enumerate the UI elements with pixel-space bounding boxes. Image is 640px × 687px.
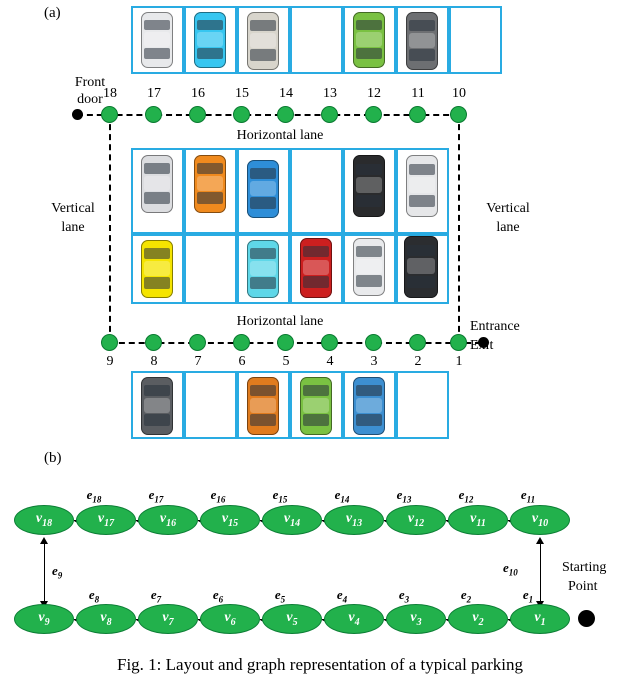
car	[300, 238, 332, 298]
node-4[interactable]	[321, 334, 338, 351]
node-label-7: 7	[194, 354, 202, 369]
node-label-10: 10	[452, 86, 466, 101]
edge-label-e14: $e_{14}$	[334, 487, 350, 505]
graph-node-v1[interactable]	[510, 604, 570, 634]
horizontal-lane-top-label: Horizontal lane	[236, 128, 324, 143]
car	[141, 155, 173, 213]
edge-label-e9: $e_9$	[52, 563, 63, 581]
node-label-18: 18	[103, 86, 117, 101]
horizontal-lane-top-line	[77, 114, 459, 116]
car	[194, 12, 226, 68]
car	[353, 155, 385, 217]
car	[406, 12, 438, 70]
graph-node-v17[interactable]	[76, 505, 136, 535]
car	[300, 377, 332, 435]
arrow-icon	[40, 537, 48, 544]
edge-label-e13: $e_{13}$	[396, 487, 412, 505]
node-16[interactable]	[189, 106, 206, 123]
node-7[interactable]	[189, 334, 206, 351]
front-door-label-line2: door	[77, 92, 103, 107]
starting-point-label-line2: Point	[568, 579, 598, 594]
car	[353, 238, 385, 296]
node-label-2: 2	[414, 354, 422, 369]
node-2[interactable]	[409, 334, 426, 351]
graph-node-label: $v_{15}$	[221, 511, 239, 529]
car	[404, 236, 438, 298]
graph-node-v4[interactable]	[324, 604, 384, 634]
car	[247, 240, 279, 298]
edge-label-e2: $e_2$	[460, 587, 472, 605]
graph-node-v13[interactable]	[324, 505, 384, 535]
exit-label: Exit	[470, 338, 494, 353]
edge-label-e17: $e_{17}$	[148, 487, 164, 505]
node-label-14: 14	[279, 86, 293, 101]
graph-node-v9[interactable]	[14, 604, 74, 634]
graph-node-v14[interactable]	[262, 505, 322, 535]
vertical-lane-left-line	[109, 114, 111, 342]
node-9[interactable]	[101, 334, 118, 351]
graph-node-v3[interactable]	[386, 604, 446, 634]
node-1[interactable]	[450, 334, 467, 351]
graph-node-label: $v_{14}$	[283, 511, 301, 529]
node-6[interactable]	[233, 334, 250, 351]
node-13[interactable]	[321, 106, 338, 123]
edge-label-e3: $e_3$	[398, 587, 410, 605]
edge-label-e5: $e_5$	[274, 587, 286, 605]
graph-node-v10[interactable]	[510, 505, 570, 535]
node-label-4: 4	[326, 354, 334, 369]
graph-node-v2[interactable]	[448, 604, 508, 634]
car	[406, 155, 438, 217]
graph-node-label: $v_9$	[38, 610, 50, 628]
edge-label-e4: $e_4$	[336, 587, 348, 605]
front-door-label-line1: Front	[74, 75, 106, 90]
node-15[interactable]	[233, 106, 250, 123]
graph-node-label: $v_7$	[162, 610, 174, 628]
graph-node-label: $v_8$	[100, 610, 112, 628]
graph-node-v5[interactable]	[262, 604, 322, 634]
node-label-5: 5	[282, 354, 290, 369]
entrance-label: Entrance	[470, 319, 520, 334]
node-label-15: 15	[235, 86, 249, 101]
node-12[interactable]	[365, 106, 382, 123]
vertical-lane-left-label-line1: Vertical	[51, 201, 95, 216]
graph-node-v8[interactable]	[76, 604, 136, 634]
graph-node-v15[interactable]	[200, 505, 260, 535]
car	[141, 377, 173, 435]
edge-label-e6: $e_6$	[212, 587, 224, 605]
node-label-11: 11	[411, 86, 425, 101]
node-label-3: 3	[370, 354, 378, 369]
vertical-lane-right-label-line2: lane	[496, 220, 520, 235]
parking-stall	[290, 6, 343, 74]
car	[194, 155, 226, 213]
node-17[interactable]	[145, 106, 162, 123]
node-10[interactable]	[450, 106, 467, 123]
parking-stall	[184, 234, 237, 304]
node-label-16: 16	[191, 86, 205, 101]
graph-node-v11[interactable]	[448, 505, 508, 535]
starting-point-label-line1: Starting	[562, 560, 607, 575]
graph-node-v16[interactable]	[138, 505, 198, 535]
node-14[interactable]	[277, 106, 294, 123]
car	[141, 12, 173, 68]
graph-node-label: $v_{10}$	[531, 511, 549, 529]
graph-node-label: $v_{11}$	[470, 511, 486, 529]
graph-node-label: $v_4$	[348, 610, 360, 628]
parking-stall	[184, 371, 237, 439]
starting-point-marker	[578, 610, 595, 627]
front-door-point	[72, 109, 83, 120]
edge-label-e11: $e_{11}$	[520, 487, 536, 505]
graph-node-label: $v_2$	[472, 610, 484, 628]
figure-caption: Fig. 1: Layout and graph representation of a typical parking	[117, 655, 523, 674]
node-18[interactable]	[101, 106, 118, 123]
edge-label-e16: $e_{16}$	[210, 487, 226, 505]
graph-node-label: $v_{13}$	[345, 511, 363, 529]
graph-representation	[0, 455, 640, 655]
graph-node-v18[interactable]	[14, 505, 74, 535]
graph-node-label: $v_3$	[410, 610, 422, 628]
graph-node-v6[interactable]	[200, 604, 260, 634]
graph-node-v12[interactable]	[386, 505, 446, 535]
horizontal-lane-bottom-label: Horizontal lane	[236, 314, 324, 329]
car	[353, 12, 385, 68]
graph-node-label: $v_6$	[224, 610, 236, 628]
parking-stall	[396, 371, 449, 439]
node-label-17: 17	[147, 86, 161, 101]
vertical-lane-right-line	[458, 114, 460, 342]
parking-stall	[290, 148, 343, 234]
node-label-9: 9	[106, 354, 114, 369]
panel-a-label: (a)	[44, 5, 61, 21]
graph-node-label: $v_{16}$	[159, 511, 177, 529]
panel-b-label: (b)	[44, 450, 62, 466]
node-label-13: 13	[323, 86, 337, 101]
graph-node-label: $v_1$	[534, 610, 546, 628]
graph-node-label: $v_{18}$	[35, 511, 53, 529]
edge-label-e15: $e_{15}$	[272, 487, 288, 505]
node-label-1: 1	[455, 354, 463, 369]
graph-node-label: $v_5$	[286, 610, 298, 628]
edge-label-e8: $e_8$	[88, 587, 100, 605]
car	[141, 240, 173, 298]
graph-node-v7[interactable]	[138, 604, 198, 634]
node-label-12: 12	[367, 86, 381, 101]
car	[247, 160, 279, 218]
edge-label-e10: $e_{10}$	[503, 560, 518, 578]
node-5[interactable]	[277, 334, 294, 351]
vertical-lane-right-label-line1: Vertical	[486, 201, 530, 216]
car	[247, 12, 279, 70]
node-3[interactable]	[365, 334, 382, 351]
edge-line-e9	[44, 543, 45, 603]
edge-label-e1: $e_1$	[522, 587, 534, 605]
node-label-8: 8	[150, 354, 158, 369]
node-label-6: 6	[238, 354, 246, 369]
edge-label-e12: $e_{12}$	[458, 487, 474, 505]
graph-node-label: $v_{17}$	[97, 511, 115, 529]
graph-node-label: $v_{12}$	[407, 511, 425, 529]
edge-label-e18: $e_{18}$	[86, 487, 102, 505]
edge-label-e7: $e_7$	[150, 587, 162, 605]
car	[353, 377, 385, 435]
car	[247, 377, 279, 435]
parking-stall	[449, 6, 502, 74]
node-8[interactable]	[145, 334, 162, 351]
arrow-icon	[536, 537, 544, 544]
node-11[interactable]	[409, 106, 426, 123]
vertical-lane-left-label-line2: lane	[61, 220, 85, 235]
